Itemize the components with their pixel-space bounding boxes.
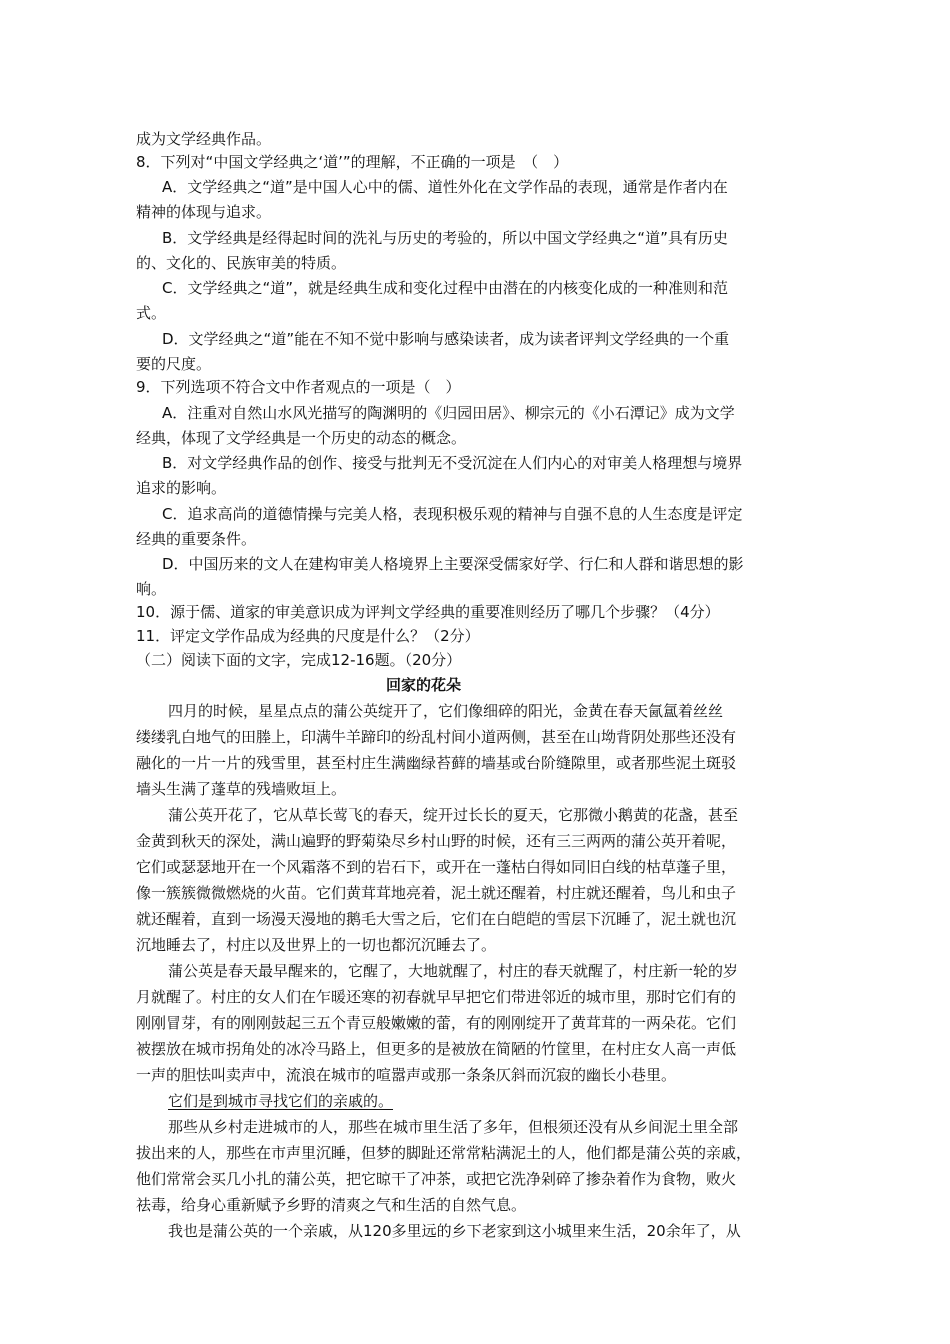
paragraph-line: 他们常常会买几小扎的蒲公英，把它晾干了冲茶，或把它洗净剁碎了掺杂着作为食物，败火	[136, 1170, 737, 1188]
text-line: 响。	[136, 580, 167, 598]
text-line: 精神的体现与追求。	[136, 203, 272, 221]
section-heading: （二）阅读下面的文字，完成12-16题。（20分）	[136, 651, 462, 669]
option-d: D．中国历来的文人在建构审美人格境界上主要深受儒家好学、行仁和人群和谐思想的影	[162, 555, 744, 573]
paragraph-line: 墙头生满了蓬草的残墙败垣上。	[136, 780, 347, 798]
paragraph-line: 刚刚冒芽，有的刚刚鼓起三五个青豆般嫩嫩的蕾，有的刚刚绽开了黄茸茸的一两朵花。它们	[136, 1014, 737, 1032]
question-8: 8．下列对“中国文学经典之‘道’”的理解，不正确的一项是 （ ）	[136, 153, 569, 171]
question-10: 10．源于儒、道家的审美意识成为评判文学经典的重要准则经历了哪几个步骤？（4分）	[136, 603, 720, 621]
paragraph-line: 蒲公英是春天最早醒来的，它醒了，大地就醒了，村庄的春天就醒了，村庄新一轮的岁	[168, 962, 739, 980]
question-11: 11．评定文学作品成为经典的尺度是什么？（2分）	[136, 627, 480, 645]
paragraph-line: 蒲公英开花了，它从草长莺飞的春天，绽开过长长的夏天，它那微小鹅黄的花盏，甚至	[168, 806, 739, 824]
paragraph-line: 一声的胆怯叫卖声中，流浪在城市的喧嚣声或那一条条仄斜而沉寂的幽长小巷里。	[136, 1066, 677, 1084]
paragraph-line: 像一簇簇微微燃烧的火苗。它们黄茸茸地亮着，泥土就还醒着，村庄就还醒着，鸟儿和虫子	[136, 884, 737, 902]
option-c: C．文学经典之“道”，就是经典生成和变化过程中由潜在的内核变化成的一种准则和范	[162, 279, 729, 297]
text-line: 追求的影响。	[136, 479, 227, 497]
option-d: D．文学经典之“道”能在不知不觉中影响与感染读者，成为读者评判文学经典的一个重	[162, 330, 730, 348]
option-c: C．追求高尚的道德情操与完美人格，表现积极乐观的精神与自强不息的人生态度是评定	[162, 505, 743, 523]
text-line: 经典，体现了文学经典是一个历史的动态的概念。	[136, 429, 467, 447]
text-line: 经典的重要条件。	[136, 530, 257, 548]
paragraph-line: 沉地睡去了，村庄以及世界上的一切也都沉沉睡去了。	[136, 936, 497, 954]
option-b: B．文学经典是经得起时间的洗礼与历史的考验的，所以中国文学经典之“道”具有历史	[162, 229, 728, 247]
option-a: A．文学经典之“道”是中国人心中的儒、道性外化在文学作品的表现，通常是作者内在	[162, 178, 728, 196]
essay-title: 回家的花朵	[386, 676, 462, 694]
paragraph-line: 祛毒，给身心重新赋予乡野的清爽之气和生活的自然气息。	[136, 1196, 527, 1214]
text-line: 成为文学经典作品。	[136, 130, 272, 148]
paragraph-line: 四月的时候，星星点点的蒲公英绽开了，它们像细碎的阳光，金黄在春天氤氲着丝丝	[168, 702, 724, 720]
paragraph-line: 它们或瑟瑟地开在一个风霜落不到的岩石下，或开在一蓬枯白得如同旧白线的枯草蓬子里，	[136, 858, 737, 876]
paragraph-line: 金黄到秋天的深处，满山遍野的野菊染尽乡村山野的时候，还有三三两两的蒲公英开着呢，	[136, 832, 737, 850]
option-a: A．注重对自然山水风光描写的陶渊明的《归园田居》、柳宗元的《小石潭记》成为文学	[162, 404, 735, 422]
text-line: 要的尺度。	[136, 355, 212, 373]
text-line: 的、文化的、民族审美的特质。	[136, 254, 347, 272]
underlined-sentence: 它们是到城市寻找它们的亲戚的。	[168, 1092, 394, 1110]
paragraph-line: 拔出来的人，那些在市声里沉睡，但梦的脚趾还常常粘满泥土的人，他们都是蒲公英的亲戚，	[136, 1144, 752, 1162]
paragraph-line: 我也是蒲公英的一个亲戚，从120多里远的乡下老家到这小城里来生活，20余年了，从	[168, 1222, 741, 1240]
paragraph-line: 就还醒着，直到一场漫天漫地的鹅毛大雪之后，它们在白皑皑的雪层下沉睡了，泥土就也沉	[136, 910, 737, 928]
paragraph-line: 被摆放在城市拐角处的冰冷马路上，但更多的是被放在简陋的竹筐里，在村庄女人高一声低	[136, 1040, 737, 1058]
paragraph-line: 月就醒了。村庄的女人们在乍暖还寒的初春就早早把它们带进邻近的城市里，那时它们有的	[136, 988, 737, 1006]
paragraph-line: 缕缕乳白地气的田塍上，印满牛羊蹄印的纷乱村间小道两侧，甚至在山坳背阴处那些还没有	[136, 728, 737, 746]
text-line: 式。	[136, 304, 167, 322]
paragraph-line: 融化的一片一片的残雪里，甚至村庄生满幽绿苔藓的墙基或台阶缝隙里，或者那些泥土斑驳	[136, 754, 737, 772]
option-b: B．对文学经典作品的创作、接受与批判无不受沉淀在人们内心的对审美人格理想与境界	[162, 454, 743, 472]
paragraph-line: 那些从乡村走进城市的人，那些在城市里生活了多年，但根须还没有从乡间泥土里全部	[168, 1118, 739, 1136]
question-9: 9．下列选项不符合文中作者观点的一项是（ ）	[136, 378, 461, 396]
